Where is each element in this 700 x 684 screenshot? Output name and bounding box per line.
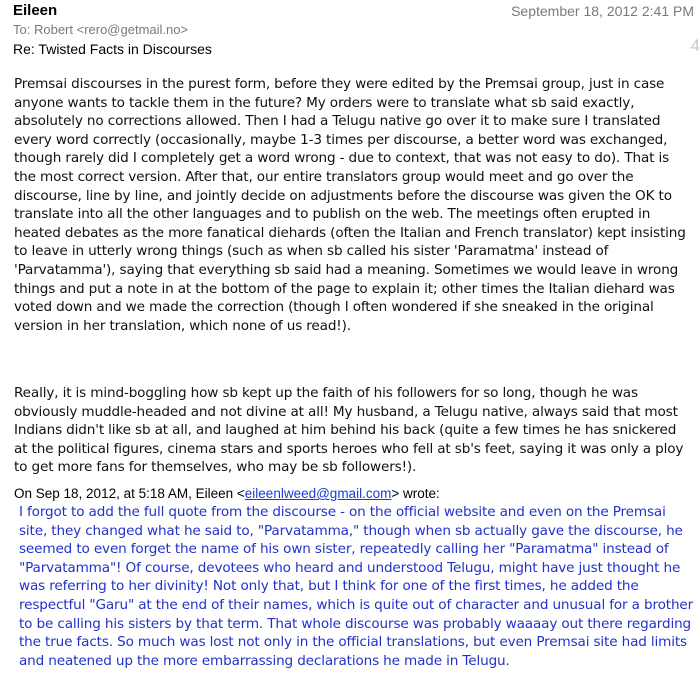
recipient-address[interactable]: Robert <rero@getmail.no> bbox=[33, 22, 189, 37]
message-subject: Re: Twisted Facts in Discourses bbox=[13, 41, 212, 57]
message-header bbox=[0, 0, 700, 60]
page-indicator: 4 bbox=[690, 36, 700, 55]
quote-attribution bbox=[14, 486, 440, 501]
quote-outro: > wrote: bbox=[391, 486, 440, 501]
quoted-email-link[interactable]: eileenlweed@gmail.com bbox=[244, 486, 392, 501]
sender-name[interactable]: Eileen bbox=[13, 2, 58, 19]
quote-intro: On Sep 18, 2012, at 5:18 AM, Eileen < bbox=[14, 486, 245, 501]
to-label: To: bbox=[13, 22, 31, 37]
body-paragraph-2: Really, it is mind-boggling how sb kept up the faith of his followers for so long, though he was obviously muddle-headed and not divine at all! My husband, a Telugu native, always said that most Indians didn't like sb at all, and laughed at him behind his back (quite a few times he has snickered at the political figures, cinema stars and sports heroes who fell at sb's feet, saying it was only a ploy to get more fans for themselves, who may be sb followers!). bbox=[14, 385, 684, 476]
quoted-message: I forgot to add the full quote from the discourse - on the official website and even on the Premsai site, they changed what he said to, "Parvatamma," though when sb actually gave the discourse, he seemed to even forget the name of his own sister, repeatedly calling her "Paramatma" instead of "Parvatamma"! Of course, devotees who heard and understood Telugu, might have just thought he was referring to her divinity! Not only that, but I think for one of the first times, he added the respectful "Garu" at the end of their names, which is quite out of character and unusual for a brother to be calling his sisters by that term. That whole discourse was probably waaaay out there regarding the true facts. So much was lost not only in the official translations, but even Premsai site had limits and neatened up the more embarrassing declarations he made in Telugu. bbox=[19, 504, 694, 669]
message-date: September 18, 2012 2:41 PM bbox=[511, 3, 694, 19]
recipient-line bbox=[13, 22, 188, 37]
body-paragraph-1: Premsai discourses in the purest form, before they were edited by the Premsai group, just in case anyone wants to tackle them in the future? My orders were to translate what sb said exactly, absolutely no corrections allowed. Then I had a Telugu native go over it to make sure I translated every word correctly (occasionally, maybe 1-3 times per discourse, a better word was exchanged, though rarely did I completely get a word wrong - due to context, that was not easy to do). That is the most correct version. After that, our entire translators group would meet and go over the discourse, line by line, and jointly decide on adjustments before the discourse was given the OK to translate into all the other languages and to publish on the web. The meetings often erupted in heated debates as the more fanatical diehards (often the Italian and French translator) kept insisting to leave in utterly wrong things (such as when sb called his sister 'Paramatma' instead of 'Parvatamma'), saying that everything sb said had a meaning. Sometimes we would leave in wrong things and put a note in at the bottom of the page to explain it; other times the Italian diehard was voted down and we made the correction (though I often wondered if she sneaked in the original version in her translation, which none of us read!). bbox=[14, 76, 686, 334]
